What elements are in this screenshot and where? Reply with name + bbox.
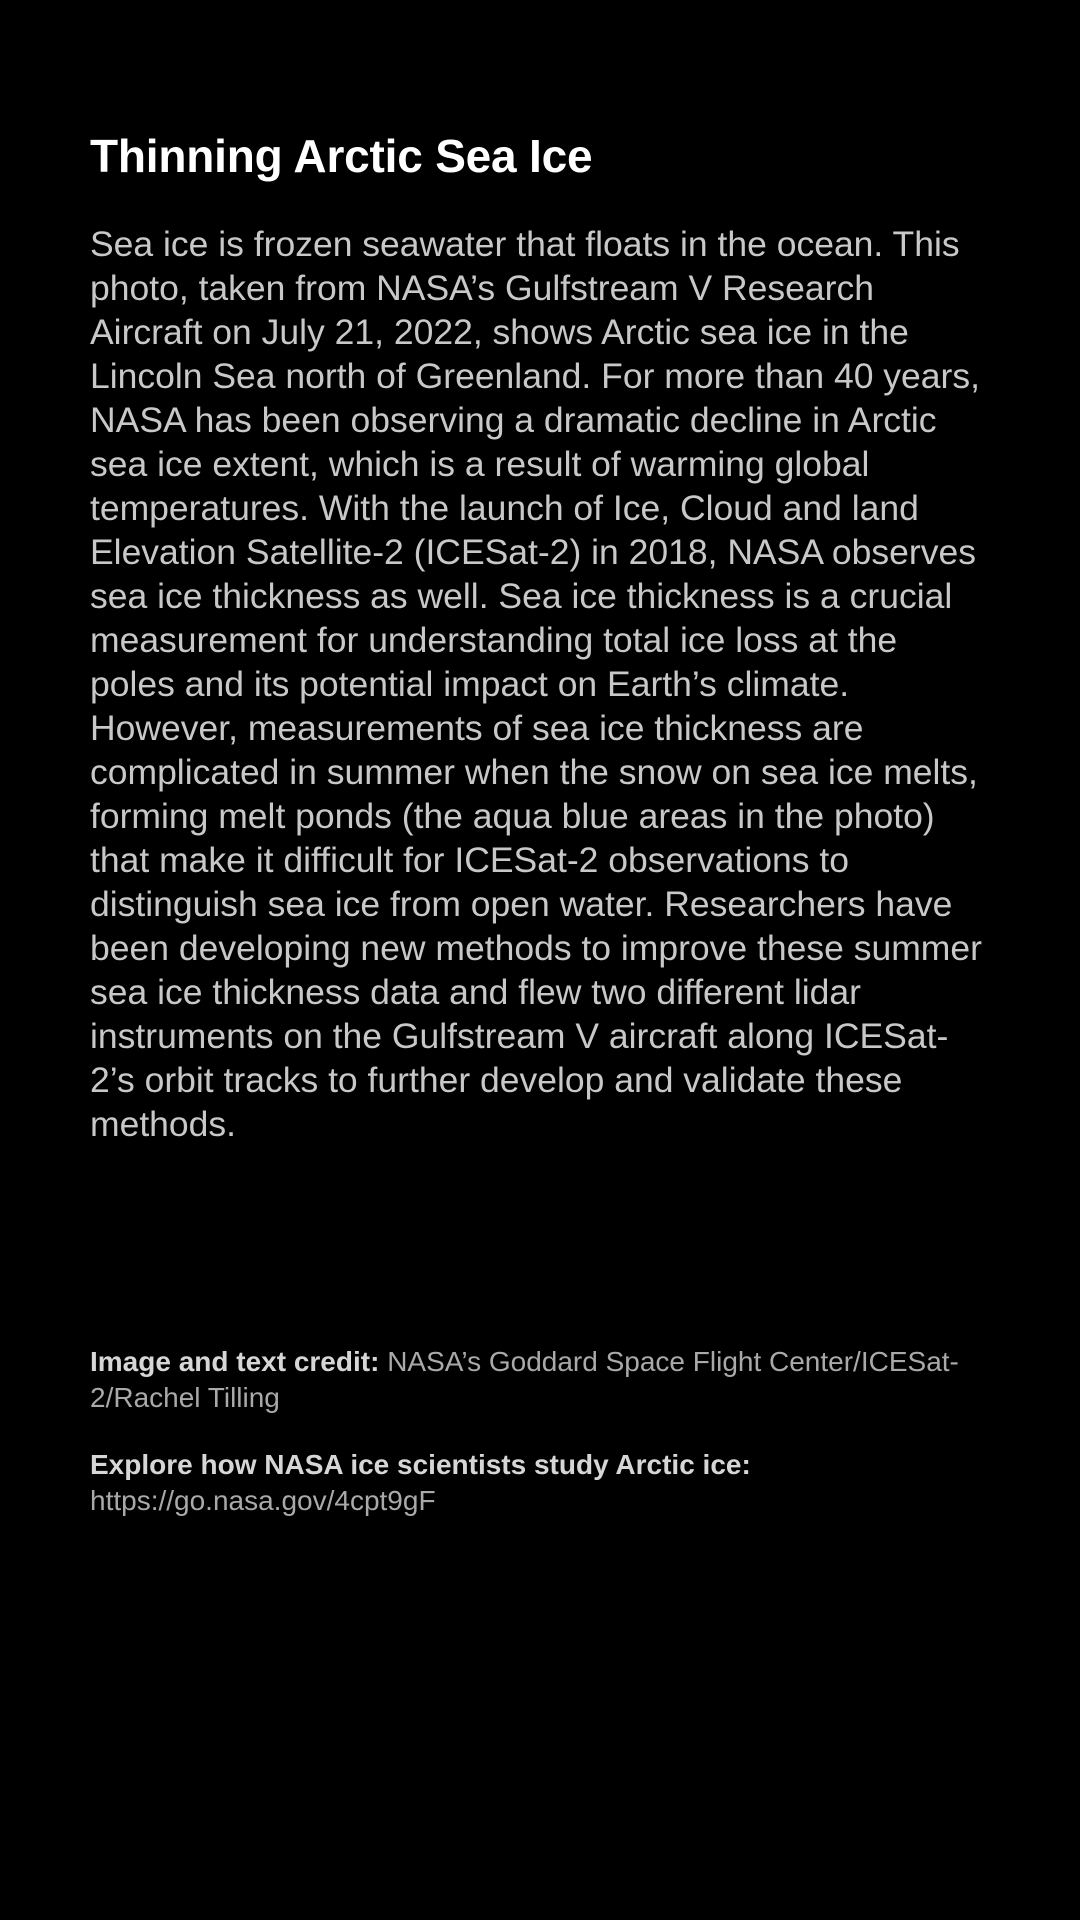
- image-credit: [90, 1344, 990, 1416]
- page-title: Thinning Arctic Sea Ice: [90, 130, 593, 182]
- explore-link[interactable]: https://go.nasa.gov/4cpt9gF: [90, 1485, 436, 1516]
- credit-label: Image and text credit:: [90, 1346, 380, 1377]
- explore-section: [90, 1447, 990, 1519]
- credit-value: NASA’s Goddard Space Flight Center/ICESat-2/Rachel Tilling: [90, 1346, 959, 1413]
- article: [90, 128, 990, 1146]
- explore-label: Explore how NASA ice scientists study Arctic ice:: [90, 1449, 751, 1480]
- article-body: Sea ice is frozen seawater that floats in the ocean. This photo, taken from NASA’s Gulfstream V Research Aircraft on July 21, 2022, shows Arctic sea ice in the Lincoln Sea north of Greenland. For more than 40 years, NASA has been observing a dramatic decline in Arctic sea ice extent, which is a result of warming global temperatures. With the launch of Ice, Cloud and land Elevation Satellite-2 (ICESat-2) in 2018, NASA observes sea ice thickness as well. Sea ice thickness is a crucial measurement for understanding total ice loss at the poles and its potential impact on Earth’s climate. However, measurements of sea ice thickness are complicated in summer when the snow on sea ice melts, forming melt ponds (the aqua blue areas in the photo) that make it difficult for ICESat-2 observations to distinguish sea ice from open water. Researchers have been developing new methods to improve these summer sea ice thickness data and flew two different lidar instruments on the Gulfstream V aircraft along ICESat-2’s orbit tracks to further develop and validate these methods.: [90, 224, 982, 1144]
- credits-section: [90, 1344, 990, 1519]
